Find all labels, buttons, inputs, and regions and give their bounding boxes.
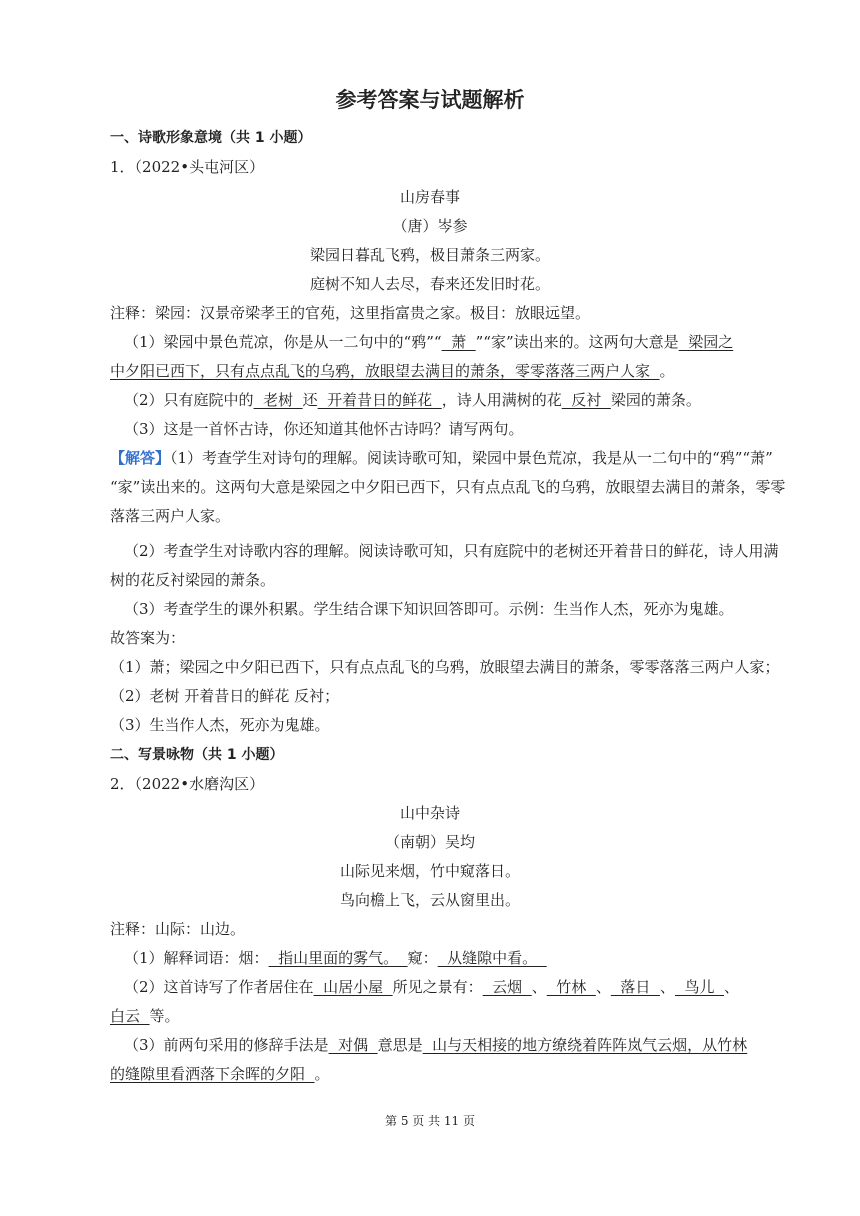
- poem-author: （唐）岑参: [392, 217, 468, 235]
- poem-title: 山中杂诗: [399, 804, 460, 822]
- answer-blank: 白云: [110, 1007, 150, 1025]
- answer-blank: 反衬: [561, 391, 611, 409]
- answer-paragraph: 【解答】（1）考查学生对诗句的理解。阅读诗歌可知，梁园中景色荒凉，我是从一二句中的“鸦”“萧”: [110, 449, 773, 467]
- answer-blank: 云烟: [482, 978, 532, 996]
- question-text: （1）梁园中景色荒凉，你是从一二句中的“鸦”“ 萧 ”“家”读出来的。这两句大意是 梁园之: [124, 333, 734, 351]
- answer-blank: 梁园之: [678, 333, 734, 351]
- answer-blank: 山与天相接的地方缭绕着阵阵岚气云烟，从竹林: [422, 1036, 748, 1054]
- answer-blank: 鸟儿: [674, 978, 724, 996]
- poem-line: 鸟向檐上飞，云从窗里出。: [339, 891, 520, 909]
- answer-blank: 竹林: [546, 978, 596, 996]
- answer-text: 树的花反衬梁园的萧条。: [110, 571, 276, 589]
- question-text: （3）前两句采用的修辞手法是 对偶 意思是 山与天相接的地方缭绕着阵阵岚气云烟，从竹林: [124, 1036, 748, 1054]
- answer-blank: 萧: [441, 333, 476, 351]
- answer-blank: 老树: [253, 391, 303, 409]
- question-text: 白云 等。: [110, 1007, 180, 1025]
- final-answer-label: 故答案为：: [110, 629, 186, 647]
- answer-text: （3）考查学生的课外积累。学生结合课下知识回答即可。示例：生当作人杰，死亦为鬼雄。: [124, 600, 734, 618]
- final-answer: （2）老树 开着昔日的鲜花 反衬；: [110, 687, 340, 705]
- answer-blank: 山居小屋: [313, 978, 393, 996]
- question-text: （1）解释词语：烟： 指山里面的雾气。 窥： 从缝隙中看。: [124, 949, 547, 967]
- poem-author: （南朝）吴均: [384, 833, 475, 851]
- question-text: 的缝隙里看洒落下余晖的夕阳 。: [110, 1065, 330, 1083]
- answer-tag: 【解答】: [110, 449, 171, 467]
- answer-blank: 落日: [610, 978, 660, 996]
- section-heading: 二、写景咏物（共 1 小题）: [110, 747, 284, 763]
- section-heading: 一、诗歌形象意境（共 1 小题）: [110, 130, 312, 146]
- page-footer: 第 5 页 共 11 页: [385, 1114, 475, 1128]
- final-answer: （3）生当作人杰，死亦为鬼雄。: [110, 716, 330, 734]
- question-number: 2．（2022•水磨沟区）: [110, 775, 265, 793]
- answer-blank: 的缝隙里看洒落下余晖的夕阳: [110, 1065, 315, 1083]
- question-number: 1．（2022•头屯河区）: [110, 158, 265, 176]
- answer-text: 落落三两户人家。: [110, 507, 231, 525]
- poem-line: 山际见来烟，竹中窥落日。: [339, 862, 520, 880]
- poem-line: 梁园日暮乱飞鸦，极目萧条三两家。: [309, 246, 550, 264]
- poem-title: 山房春事: [399, 188, 460, 206]
- answer-blank: 指山里面的雾气。: [268, 949, 408, 967]
- question-text: （3）这是一首怀古诗，你还知道其他怀古诗吗？请写两句。: [124, 420, 524, 438]
- question-text: 中夕阳已西下，只有点点乱飞的乌鸦，放眼望去满目的萧条，零零落落三两户人家 。: [110, 362, 675, 380]
- answer-blank: 开着昔日的鲜花: [317, 391, 442, 409]
- poem-note: 注释：山际：山边。: [110, 920, 246, 938]
- poem-line: 庭树不知人去尽，春来还发旧时花。: [309, 275, 550, 293]
- answer-blank: 从缝隙中看。: [437, 949, 547, 967]
- poem-note: 注释：梁园：汉景帝梁孝王的官苑，这里指富贵之家。极目：放眼远望。: [110, 304, 591, 322]
- answer-text: （2）考查学生对诗歌内容的理解。阅读诗歌可知，只有庭院中的老树还开着昔日的鲜花，诗人用满: [124, 542, 779, 560]
- answer-blank: 对偶: [328, 1036, 378, 1054]
- question-text: （2）只有庭院中的 老树 还 开着昔日的鲜花 ，诗人用满树的花 反衬 梁园的萧条。: [124, 391, 701, 409]
- question-text: （2）这首诗写了作者居住在 山居小屋 所见之景有： 云烟 、 竹林 、 落日 、 鸟儿 、: [124, 978, 740, 996]
- answer-text: “家”读出来的。这两句大意是梁园之中夕阳已西下，只有点点乱飞的乌鸦，放眼望去满目的萧条，零零: [110, 478, 786, 496]
- final-answer: （1）萧；梁园之中夕阳已西下，只有点点乱飞的乌鸦，放眼望去满目的萧条，零零落落三两户人家；: [110, 658, 780, 676]
- answer-blank: 中夕阳已西下，只有点点乱飞的乌鸦，放眼望去满目的萧条，零零落落三两户人家: [110, 362, 660, 380]
- page-title: 参考答案与试题解析: [335, 88, 525, 112]
